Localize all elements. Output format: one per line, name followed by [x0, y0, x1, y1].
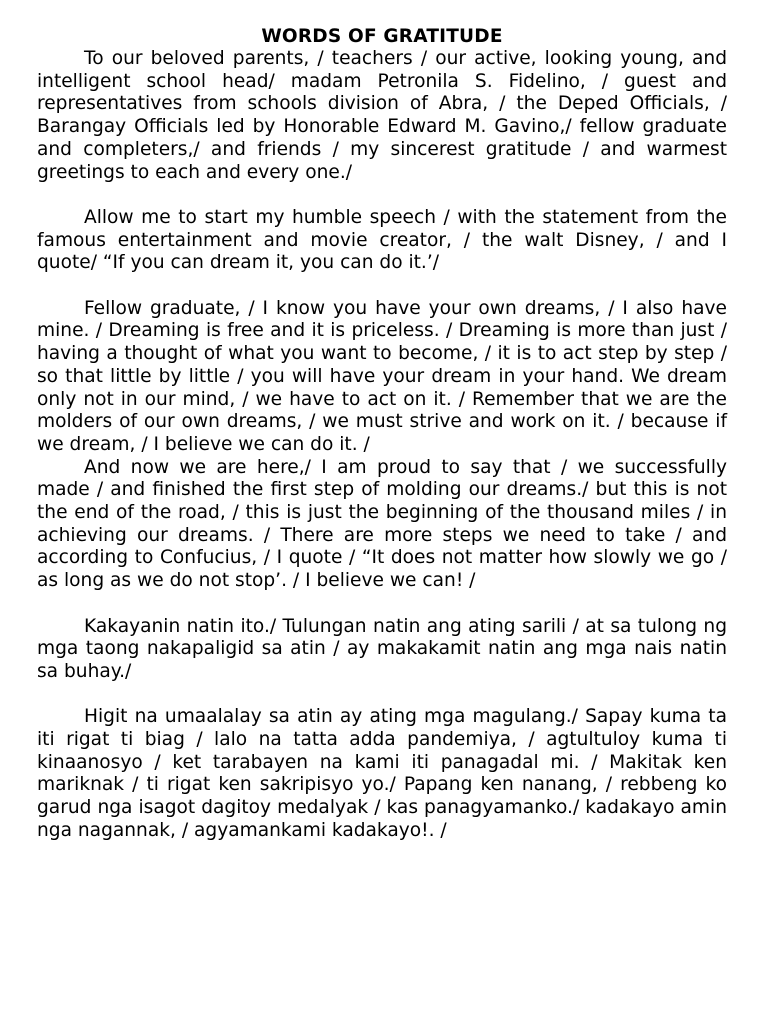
paragraph-spacer: [37, 593, 727, 616]
paragraph-tagalog: Kakayanin natin ito./ Tulungan natin ang ating sarili / at sa tulong ng mga taong nakapaligid sa atin / ay makakamit natin ang mga nais natin sa buhay./: [37, 615, 727, 682]
document-title: WORDS OF GRATITUDE: [261, 26, 503, 47]
paragraph-spacer: [37, 275, 727, 298]
speech-document: [37, 26, 727, 843]
paragraph-dreams: Fellow graduate, / I know you have your own dreams, / I also have mine. / Dreaming is free and it is priceless. / Dreaming is more than just / having a thought of what you want to become, / it is to act step by step / so that little by little / you will have your dream in your hand. We dream only not in our mind, / we have to act on it. / Remember that we are the molders of our own dreams, / we must strive and work on it. / because if we dream, / I believe we can do it. /: [37, 297, 727, 455]
paragraph-opening-quote: Allow me to start my humble speech / with the statement from the famous entertainment and movie creator, / the walt Disney, / and I quote/ “If you can dream it, you can do it.’/: [37, 206, 727, 274]
paragraph-spacer: [37, 684, 727, 707]
paragraph-spacer: [37, 184, 727, 207]
paragraph-first-step: And now we are here,/ I am proud to say that / we successfully made / and finished the first step of molding our dreams./ but this is not the end of the road, / this is just the beginning of the thousand miles / in achieving our dreams. / There are more steps we need to take / and according to Confucius, / I quote / “It does not matter how slowly we go / as long as we do not stop’. / I believe we can! /: [37, 456, 727, 592]
paragraph-greeting: To our beloved parents, / teachers / our active, looking young, and intelligent school head/ madam Petronila S. Fidelino, / guest and representatives from schools division of Abra, / the Deped Officials, / Barangay Officials led by Honorable Edward M. Gavino,/ fellow graduate and completers,/ and friends / my sincerest gratitude / and warmest greetings to each and every one./: [37, 48, 727, 183]
paragraph-ilocano: Higit na umaalalay sa atin ay ating mga magulang./ Sapay kuma ta iti rigat ti biag / lalo na tatta adda pandemiya, / agtultuloy kuma ti kinaanosyo / ket tarabayen na kami iti panagadal mi. / Makitak ken mariknak / ti rigat ken sakripisyo yo./ Papang ken nanang, / rebbeng ko garud nga isagot dagitoy medalyak / kas panagyamanko./ kadakayo amin nga nagannak, / agyamankami kadakayo!. /: [37, 706, 727, 841]
